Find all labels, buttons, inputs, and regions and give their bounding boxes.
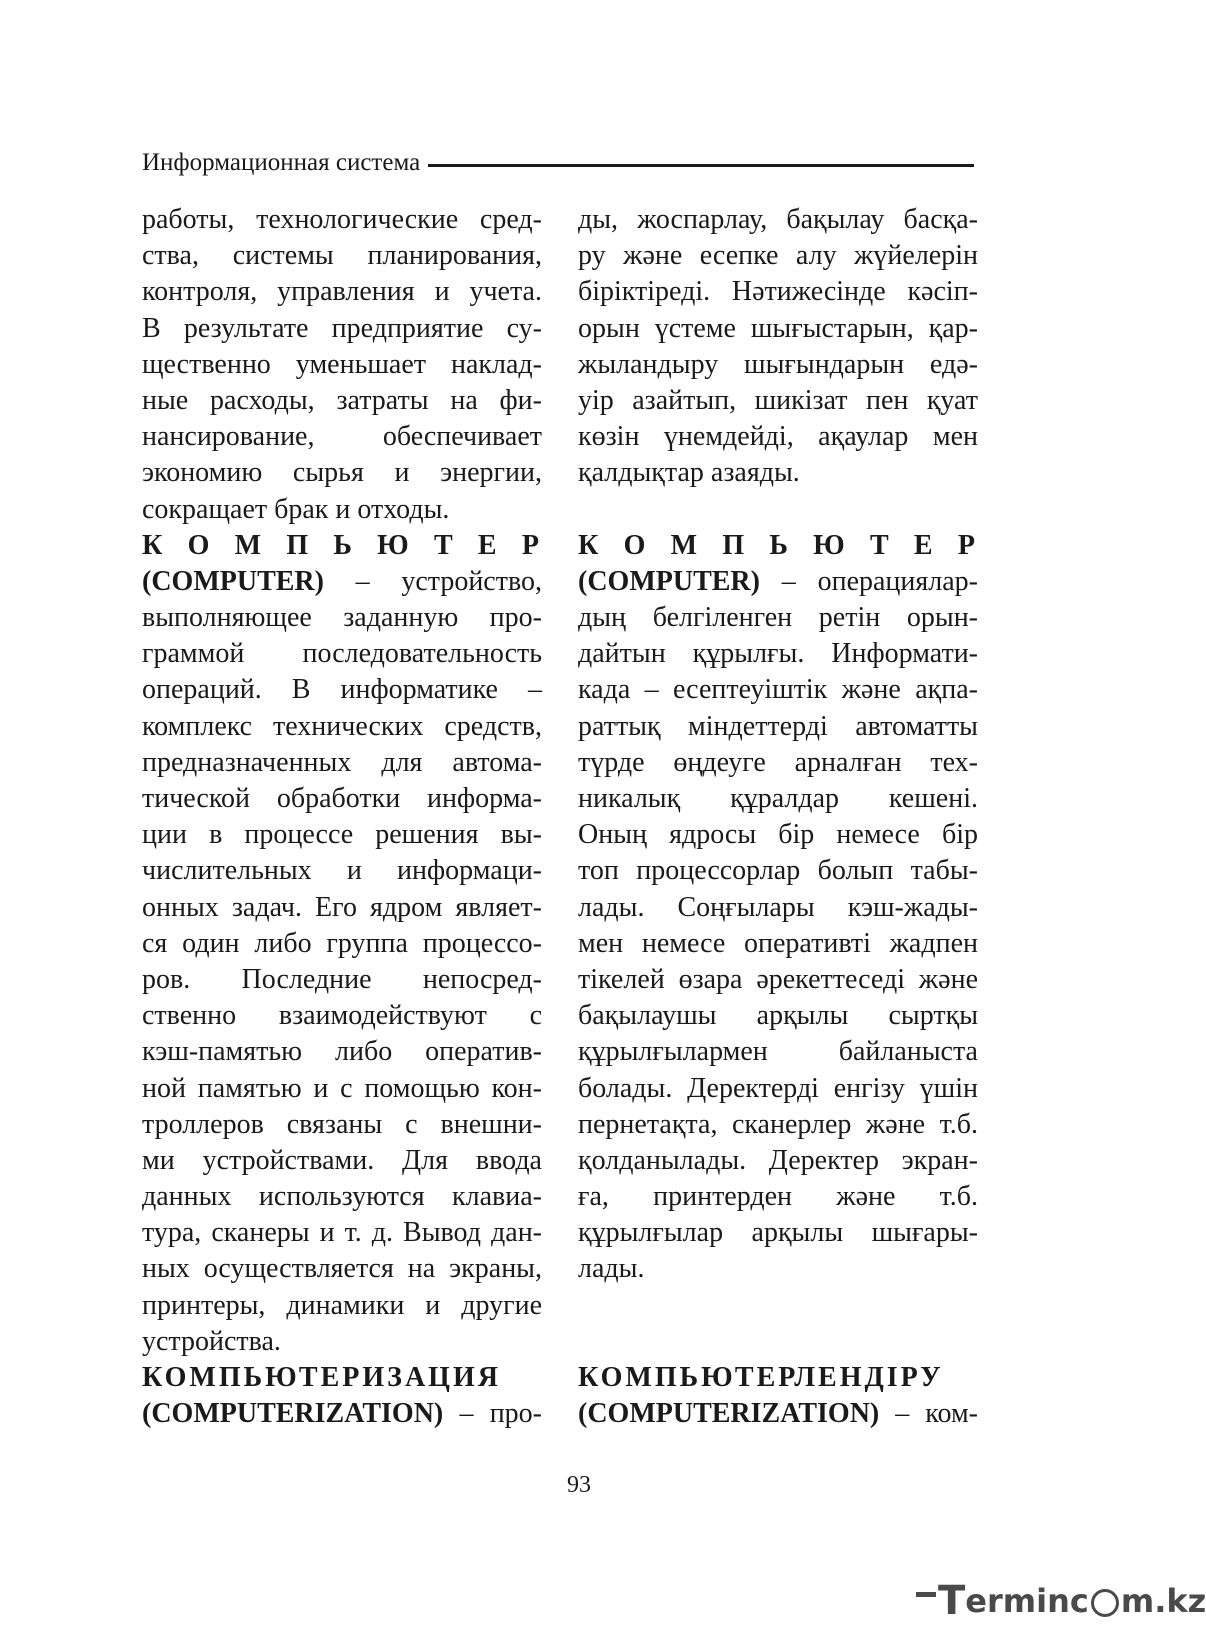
text-line [578,455,978,491]
text-line [578,1215,978,1251]
paragraph-spacer [578,1324,978,1360]
text-line [142,1143,542,1179]
text-line [142,853,542,889]
text-line [578,962,978,998]
line-text: никалық құралдар кешені. [578,783,978,814]
text-line [142,781,542,817]
line-text: көзін үнемдейді, ақаулар мен [578,421,978,453]
text-line [142,890,542,926]
line-text: түрде өңдеуге арналған тех- [578,746,978,778]
text-line [578,1396,978,1432]
line-text: ды, жоспарлау, бақылау басқа- [578,204,978,235]
magnifier-icon [1091,1589,1119,1617]
header-title: Информационная система [142,149,421,176]
text-line [578,600,978,636]
text-line [578,781,978,817]
line-text: ру және есепке алу жүйелерін [578,240,978,272]
page-number: 93 [567,1472,591,1498]
line-text: ға, принтерден және т.б. [578,1181,978,1213]
line-text: мен немесе оперативті жадпен [578,927,978,959]
line-text: бақылаушы арқылы сыртқы [578,1000,978,1032]
line-text: выполняющее заданную про- [142,602,542,634]
text-line [578,202,978,238]
text-line [578,709,978,745]
text-line [142,998,542,1034]
text-line [578,926,978,962]
text-line [142,1396,542,1432]
line-text: – про- [443,1398,542,1430]
line-text: числительных и информаци- [142,855,542,887]
line-text: лады. [578,1253,645,1285]
line-text: работы, технологические сред- [142,204,542,235]
line-text: комплекс технических средств, [142,710,542,742]
text-line [142,672,542,708]
text-line [142,311,542,347]
term-heading-line [142,1360,542,1396]
text-line [142,962,542,998]
line-text: тікелей өзара әрекеттеседі және [578,963,978,995]
left-column-russian [142,202,542,1432]
line-text: уір азайтып, шикізат пен қуат [578,384,978,416]
text-line [142,274,542,310]
text-line [578,311,978,347]
line-text: экономию сырья и энергии, [142,457,542,489]
text-line [578,636,978,672]
line-text: лады. Соңғылары кэш-жады- [578,891,978,923]
text-line [578,419,978,455]
line-text: граммой последовательность [142,638,542,670]
text-line [142,745,542,781]
line-text: ные расходы, затраты на фи- [142,384,542,416]
line-text: ной памятью и с помощью кон- [142,1072,542,1104]
text-line [578,672,978,708]
line-text: кэш-памятью либо оператив- [142,1036,542,1068]
line-text: болады. Деректерді енгізу үшін [578,1072,978,1104]
text-line [142,1288,542,1324]
text-line [578,890,978,926]
paragraph-spacer [578,492,978,528]
running-header [142,143,974,183]
text-line [578,998,978,1034]
line-text: ции в процессе решения вы- [142,819,542,851]
term-heading-line [578,528,978,564]
line-text: ров. Последние непосред- [142,963,542,995]
line-text: біріктіреді. Нәтижесінде кәсіп- [578,276,978,308]
term-label: КОМПЬЮТЕРИЗАЦИЯ [142,1362,501,1393]
line-text: троллеров связаны с внешни- [142,1108,542,1140]
line-text: орын үстеме шығыстарын, қар- [578,312,978,344]
text-line [578,745,978,781]
text-line [578,1034,978,1070]
line-text: топ процессорлар болып табы- [578,855,978,887]
line-text: ся один либо группа процессо- [142,927,542,959]
text-line [578,853,978,889]
line-text: раттық міндеттерді автоматты [578,710,978,742]
text-line [142,636,542,672]
text-line [578,564,978,600]
text-line [142,1071,542,1107]
text-line [578,1251,978,1287]
watermark-text-b: m.kz [1120,1582,1206,1620]
text-line [142,600,542,636]
text-line [142,564,542,600]
right-column-kazakh [578,202,978,1432]
term-label: (COMPUTER) [142,565,324,597]
watermark-t: T [938,1578,966,1624]
line-text: онных задач. Его ядром являет- [142,891,542,923]
text-line [142,347,542,383]
term-label: К О М П Ь Ю Т Е Р [142,529,542,561]
text-line [578,1179,978,1215]
line-text: – устройство, [323,565,542,597]
text-line [142,492,542,528]
line-text: ных осуществляется на экраны, [142,1253,542,1285]
line-text: – ком- [879,1398,978,1430]
term-label: (COMPUTER) [578,565,760,597]
text-line [142,1179,542,1215]
term-label: (COMPUTERIZATION) [578,1398,880,1430]
line-text: В результате предприятие су- [142,312,542,344]
line-text: ми устройствами. Для ввода [142,1144,542,1176]
term-label: КОМПЬЮТЕРЛЕНДІРУ [578,1362,944,1393]
line-text: құрылғылармен байланыста [578,1036,978,1068]
term-heading-line [578,1360,978,1396]
line-text: тической обработки информа- [142,783,542,814]
text-line [578,1143,978,1179]
text-line [578,1107,978,1143]
line-text: предназначенных для автома- [142,746,542,778]
line-text: операций. В информатике – [142,674,542,706]
text-line [578,383,978,419]
line-text: қолданылады. Деректер экран- [578,1144,978,1176]
line-text: принтеры, динамики и другие [142,1289,542,1321]
text-line [578,347,978,383]
line-text: тура, сканеры и т. д. Вывод дан- [142,1217,542,1249]
text-line [578,238,978,274]
line-text: Оның ядросы бір немесе бір [578,819,978,851]
header-rule [428,164,974,167]
line-text: сокращает брак и отходы. [142,493,450,525]
line-text: контроля, управления и учета. [142,276,542,308]
text-line [142,709,542,745]
text-line [142,1107,542,1143]
line-text: щественно уменьшает наклад- [142,348,542,380]
term-heading-line [142,528,542,564]
text-line [578,1071,978,1107]
text-line [142,419,542,455]
line-text: ственно взаимодействуют с [142,1000,542,1032]
term-label: К О М П Ь Ю Т Е Р [578,529,978,561]
line-text: данных используются клавиа- [142,1181,542,1213]
text-line [142,926,542,962]
text-line [578,274,978,310]
text-line [142,1034,542,1070]
line-text: қалдықтар азаяды. [578,457,800,489]
paragraph-spacer [578,1288,978,1324]
line-text: ства, системы планирования, [142,240,542,272]
line-text: жыландыру шығындарын едә- [578,348,978,380]
text-line [142,1324,542,1360]
line-text: дың белгіленген ретін орын- [578,602,978,634]
line-text: құрылғылар арқылы шығары- [578,1217,978,1249]
text-line [142,1251,542,1287]
termincom-watermark-logo [938,1578,1206,1624]
text-line [142,383,542,419]
text-line [142,202,542,238]
text-line [142,455,542,491]
line-text: нансирование, обеспечивает [142,421,542,453]
text-line [578,817,978,853]
term-label: (COMPUTERIZATION) [142,1398,444,1430]
text-line [142,817,542,853]
line-text: када – есептеуіштік және ақпа- [578,674,978,706]
watermark-text-a: erminc [965,1582,1089,1620]
line-text: – операциялар- [759,565,978,597]
text-line [142,1215,542,1251]
line-text: пернетақта, сканерлер және т.б. [578,1108,978,1140]
line-text: дайтын құрылғы. Информати- [578,638,978,670]
text-line [142,238,542,274]
line-text: устройства. [142,1325,281,1357]
